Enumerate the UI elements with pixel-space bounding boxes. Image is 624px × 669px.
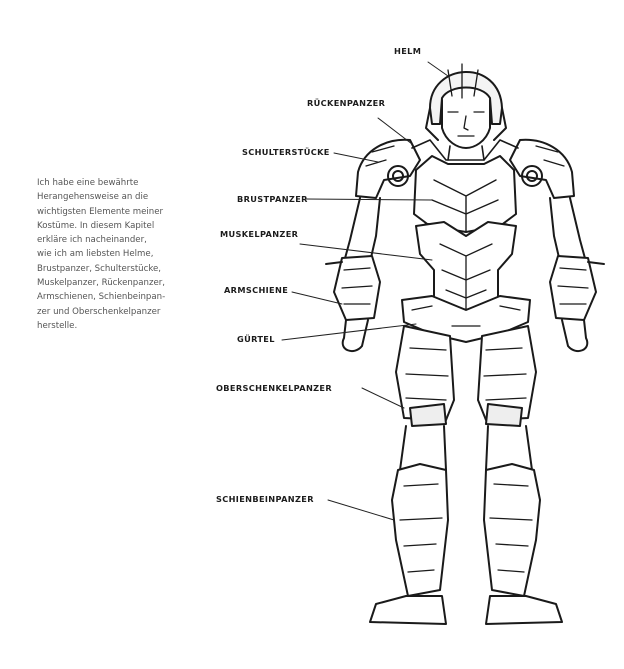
- label-guertel: GÜRTEL: [237, 334, 275, 344]
- label-helm: HELM: [394, 46, 422, 56]
- intro-line: zer und Oberschenkelpanzer: [37, 306, 161, 317]
- intro-line: Kostüme. In diesem Kapitel: [37, 220, 155, 231]
- label-rueckenpanzer: RÜCKENPANZER: [307, 98, 386, 108]
- knee-right: [486, 426, 532, 470]
- thigh-armor-left: [396, 326, 454, 426]
- chest-plate: [414, 156, 516, 232]
- shin-guard-right: [484, 464, 540, 596]
- intro-line: erkläre ich nacheinander,: [37, 235, 147, 246]
- intro-line: Muskelpanzer, Rückenpanzer,: [37, 278, 166, 289]
- shin-guard-left: [392, 464, 448, 596]
- shoulder-piece-right: [510, 140, 574, 198]
- intro-line: wichtigsten Elemente meiner: [37, 206, 164, 217]
- shoulder-piece-left: [356, 140, 420, 198]
- intro-line: Ich habe eine bewährte: [37, 178, 139, 188]
- label-schienbeinpanzer: SCHIENBEINPANZER: [216, 494, 314, 504]
- arm-left: [326, 198, 380, 351]
- foot-left: [370, 596, 446, 624]
- intro-line: wie ich am liebsten Helme,: [37, 249, 154, 260]
- leader-line-oberschenkelpanzer: [362, 388, 404, 408]
- foot-right: [486, 596, 562, 624]
- intro-line: Brustpanzer, Schulterstücke,: [37, 263, 162, 274]
- label-oberschenkelpanzer: OBERSCHENKELPANZER: [216, 383, 333, 393]
- leader-line-helm: [428, 62, 448, 76]
- label-muskelpanzer: MUSKELPANZER: [220, 229, 299, 239]
- knee-left: [400, 426, 446, 470]
- leader-line-schienbeinpanzer: [328, 500, 394, 520]
- label-brustpanzer: BRUSTPANZER: [237, 194, 308, 204]
- intro-line: Herangehensweise an die: [37, 192, 149, 203]
- intro-line: herstelle.: [37, 320, 78, 331]
- label-armschiene: ARMSCHIENE: [224, 285, 289, 295]
- label-schulterstuecke: SCHULTERSTÜCKE: [242, 147, 330, 157]
- thigh-armor-right: [478, 326, 536, 426]
- leader-line-guertel: [282, 324, 416, 340]
- leader-line-brustpanzer: [306, 199, 432, 200]
- face-part: [442, 100, 490, 148]
- intro-line: Armschienen, Schienbeinpan-: [37, 292, 166, 303]
- arm-right: [550, 198, 604, 351]
